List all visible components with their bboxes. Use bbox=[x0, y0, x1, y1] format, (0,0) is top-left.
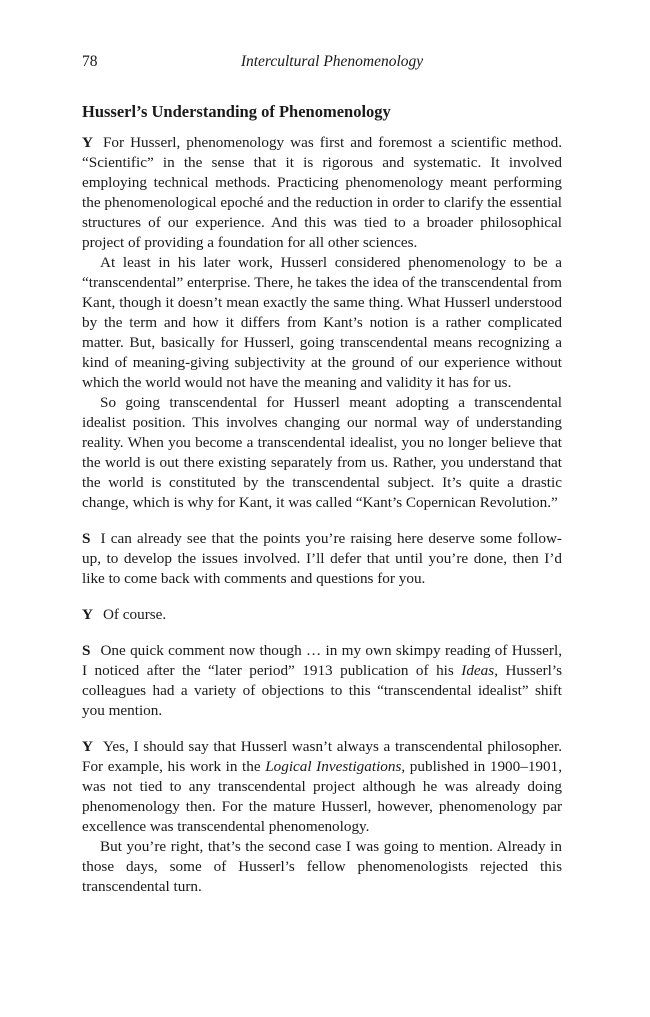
paragraph bbox=[82, 529, 562, 589]
dialogue-turn-s-1 bbox=[82, 529, 562, 589]
paragraph-text: One quick comment now though … in my own skimpy reading of Husserl, I noticed after the “later period” 1913 publication of his bbox=[82, 642, 562, 679]
running-title: Intercultural Phenomenology bbox=[240, 53, 424, 70]
running-head bbox=[82, 51, 562, 73]
dialogue-turn-y-1 bbox=[82, 133, 562, 513]
page-number: 78 bbox=[82, 53, 98, 70]
page-body bbox=[82, 101, 562, 913]
paragraph: At least in his later work, Husserl considered phenomenology to be a “transcendental” enterprise. There, he takes the idea of the transcendental from Kant, though it doesn’t mean exactly the same thing. What Husserl understood by the term and how it differs from Kant’s notion is a rather complicated matter. But, basically for Husserl, going transcendental means recognizing a kind of meaning-giving subjectivity at the ground of our experience without which the world would not have the meaning and validity it has for us. bbox=[82, 254, 562, 391]
paragraph-text: , Husserl’s colleagues had a variety of objections to this “transcendental idealist” shift you mention. bbox=[82, 662, 562, 719]
paragraph bbox=[82, 605, 562, 625]
speaker-label: Y bbox=[82, 134, 93, 151]
paragraph-text: For Husserl, phenomenology was first and foremost a scientific method. “Scientific” in the sense that it is rigorous and systematic. It involved employing technical methods. Practicing phenomenology meant performing the phenomenological epoché and the reduction in order to clarify the essential structures of our experience. And this was tied to a broader philosophical project of providing a foundation for all other sciences. bbox=[82, 134, 562, 251]
paragraph-text: , published in 1900–1901, was not tied to any transcendental project although he was already doing phenomenology then. For the mature Husserl, however, phenomenology par excellence was transcendental phenomenology. bbox=[82, 758, 562, 835]
speaker-label: S bbox=[82, 530, 91, 547]
paragraph bbox=[82, 737, 562, 837]
speaker-label: Y bbox=[82, 606, 93, 623]
dialogue-turn-y-3 bbox=[82, 737, 562, 897]
paragraph-text: Yes, I should say that Husserl wasn’t always a transcendental philosopher. For example, his work in the bbox=[82, 738, 562, 775]
dialogue-turn-y-2 bbox=[82, 605, 562, 625]
paragraph: So going transcendental for Husserl meant adopting a transcendental idealist position. This involves changing our normal way of understanding reality. When you become a transcendental idealist, you no longer believe that the world is out there existing separately from us. Rather, you understand that the world is constituted by the transcendental subject. It’s quite a drastic change, which is why for Kant, it was called “Kant’s Copernican Revolution.” bbox=[82, 394, 562, 511]
book-title-logical-investigations: Logical Investigations bbox=[265, 758, 402, 775]
paragraph: But you’re right, that’s the second case I was going to mention. Already in those days, some of Husserl’s fellow phenomenologists rejected this transcendental turn. bbox=[82, 838, 562, 895]
paragraph bbox=[82, 133, 562, 253]
paragraph bbox=[82, 641, 562, 721]
section-heading: Husserl’s Understanding of Phenomenology bbox=[82, 102, 391, 121]
book-title-ideas: Ideas bbox=[461, 662, 495, 679]
paragraph-text: Of course. bbox=[102, 606, 167, 623]
speaker-label: Y bbox=[82, 738, 93, 755]
speaker-label: S bbox=[82, 642, 91, 659]
dialogue-turn-s-2 bbox=[82, 641, 562, 721]
paragraph-text: I can already see that the points you’re raising here deserve some follow-up, to develop the issues involved. I’ll defer that until you’re done, then I’d like to come back with comments and questions for you. bbox=[82, 530, 562, 587]
